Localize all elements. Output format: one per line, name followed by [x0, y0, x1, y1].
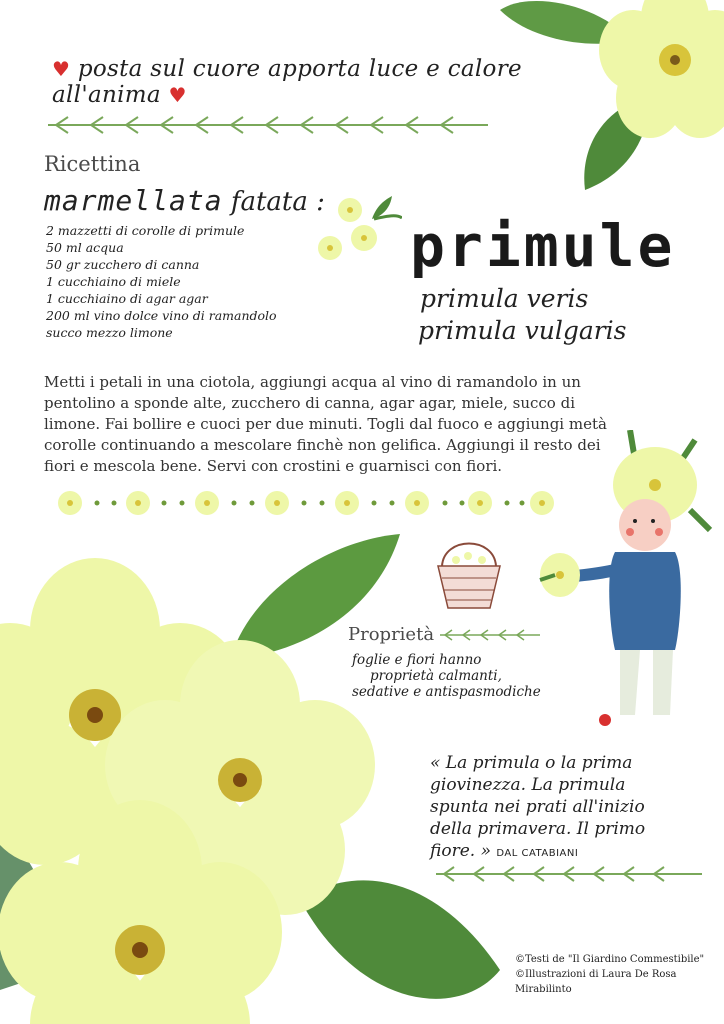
credits	[515, 952, 724, 997]
ingredient-item: 1 cucchiaino di miele	[46, 274, 181, 289]
quote-line	[430, 840, 700, 865]
properties-line: sedative e antispasmodiche	[352, 684, 541, 700]
flower-dots-divider-icon	[52, 488, 572, 518]
properties-line: proprietà calmanti,	[370, 668, 502, 684]
quote-source: DAL CATABIANI	[496, 848, 579, 859]
properties-label	[348, 624, 540, 645]
tagline-line2	[52, 82, 187, 108]
plant-name-title: primule	[410, 212, 676, 280]
properties-text	[352, 652, 602, 700]
recipe-title-suffix: fatata :	[230, 187, 325, 217]
quote-line: della primavera. Il primo	[430, 819, 646, 839]
vine-divider-icon	[436, 866, 702, 882]
quote-line: giovinezza. La primula	[430, 775, 626, 795]
credits-line	[515, 967, 724, 997]
credits-line	[515, 952, 724, 967]
tagline-line1	[52, 56, 522, 82]
latin-name-1: primula veris	[420, 284, 589, 313]
quote-line: « La primula o la prima	[430, 753, 633, 773]
quote-block	[430, 752, 700, 865]
recipe-method-text: Metti i petali in una ciotola, aggiungi acqua al vino di ramandolo in un pentolino a sponde alte, zucchero di canna, agar agar, miele, succo di limone. Fai bollire e cuoci per due minuti. Togli dal fuoco e aggiungi metà corolle continuando a mescolare finchè non gelifica. Aggiungi il resto dei fiori e mescola bene. Servi con crostini e guarnisci con fiori.	[44, 373, 607, 475]
ingredient-item: succo mezzo limone	[46, 325, 173, 340]
heart-icon: ♥	[52, 57, 71, 81]
ingredient-item: 200 ml vino dolce vino di ramandolo	[46, 308, 277, 323]
quote-line-end: fiore. »	[430, 841, 491, 861]
copyright-icon: ©	[515, 969, 525, 980]
copyright-icon: ©	[515, 954, 525, 965]
basket-icon	[434, 536, 504, 612]
tagline-text2: all'anima	[52, 82, 161, 108]
ingredient-item: 50 ml acqua	[46, 240, 124, 255]
top-right-flower-illustration	[490, 0, 724, 200]
properties-label-text: Proprietà	[348, 624, 435, 645]
credits-text: Testi de "Il Giardino Commestibile"	[525, 954, 705, 965]
properties-line: foglie e fiori hanno	[352, 652, 482, 668]
quote-line: spunta nei prati all'inizio	[430, 797, 645, 817]
recipe-section-label: Ricettina	[44, 152, 141, 176]
ingredient-item: 50 gr zucchero di canna	[46, 257, 200, 272]
latin-name-2: primula vulgaris	[418, 316, 627, 345]
ingredients-list	[46, 222, 277, 341]
vine-divider-icon	[440, 629, 540, 641]
ingredient-item: 1 cucchiaino di agar agar	[46, 291, 208, 306]
ingredient-item: 2 mazzetti di corolle di primule	[46, 223, 245, 238]
vine-divider-icon	[48, 116, 488, 134]
recipe-title	[44, 184, 325, 217]
credits-text: Illustrazioni di Laura De Rosa Mirabilinto	[515, 969, 677, 995]
tagline-text1: posta sul cuore apporta luce e calore	[77, 56, 522, 82]
small-flower-cluster-icon	[312, 194, 402, 274]
recipe-title-main: marmellata	[44, 184, 223, 217]
heart-icon: ♥	[168, 83, 187, 107]
